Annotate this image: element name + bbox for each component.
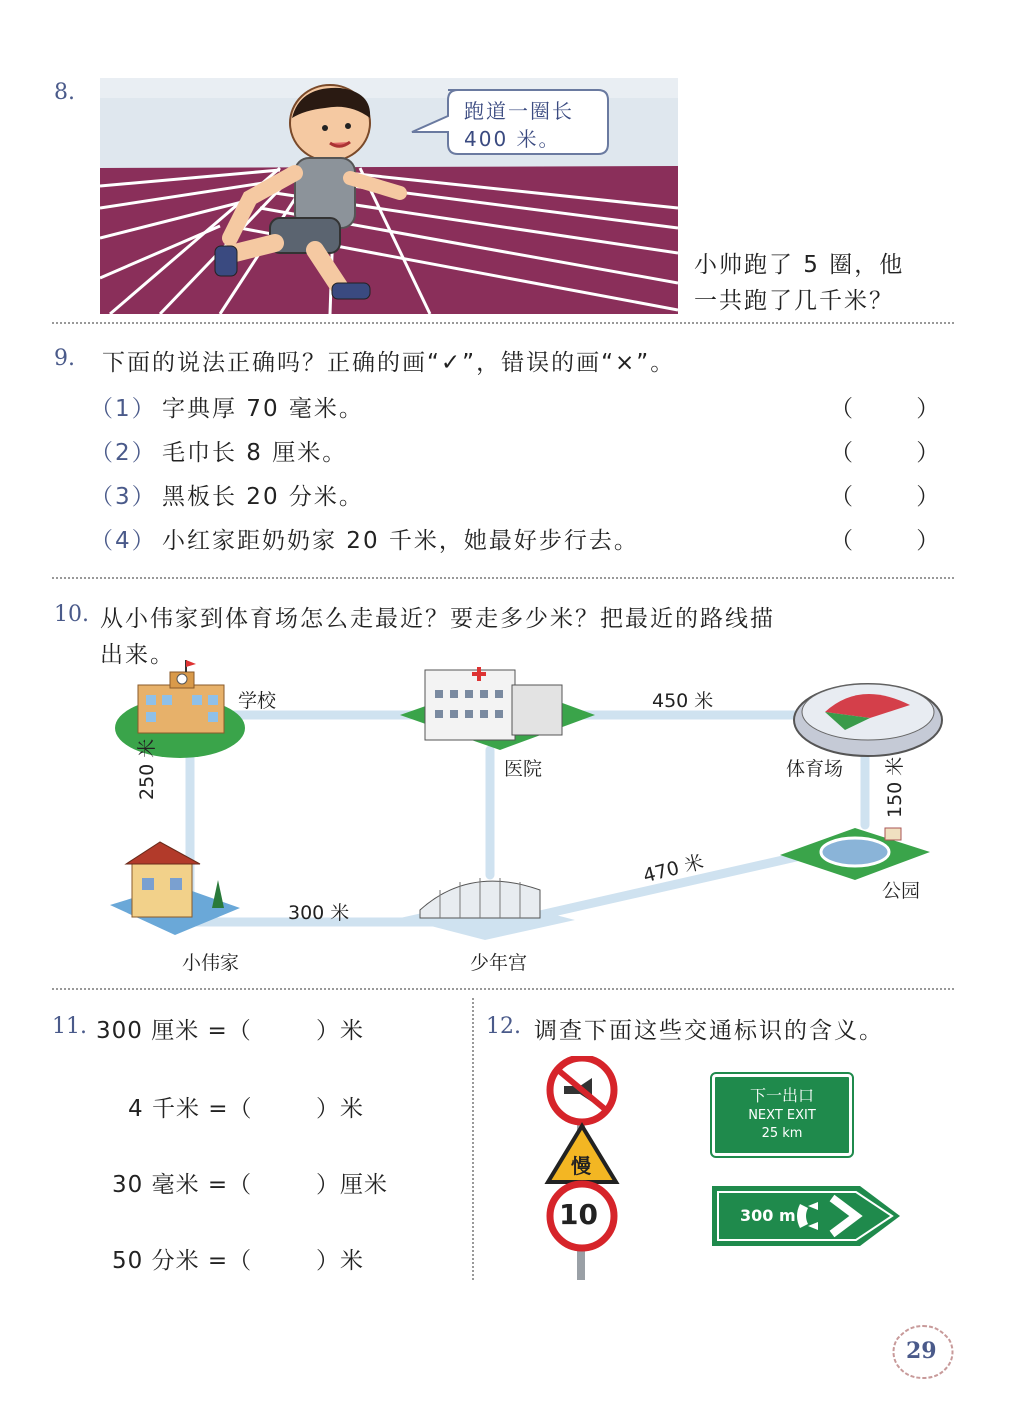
vertical-divider [472,998,474,1280]
q12-prompt: 调查下面这些交通标识的含义。 [534,1018,884,1044]
q9-item-4-text: 小红家距奶奶家 20 千米，她最好步行去。 [162,528,639,554]
q9-prompt: 下面的说法正确吗？正确的画“✓”，错误的画“×”。 [102,350,676,376]
distance-home-palace: 300 米 [288,902,350,924]
q9-item-2-text: 毛巾长 8 厘米。 [162,440,348,466]
exit-sign-line-3: 25 km [761,1126,803,1141]
q9-item-3-label: （3） [90,484,157,510]
q9-item-2-answer[interactable]: （ ） [830,440,968,466]
divider [52,322,954,324]
q12-number: 12. [486,1014,521,1039]
q10-prompt-line-2: 出来。 [100,642,175,668]
speech-line-2: 400 米。 [464,127,561,151]
distance-stadium-park: 150 米 [884,756,906,818]
label-youth-palace: 少年宫 [470,952,528,974]
label-park: 公园 [882,880,921,902]
divider [52,577,954,579]
q9-item-4-answer[interactable]: （ ） [830,528,968,554]
q9-item-1-label: （1） [90,396,157,422]
q11-eq-2-right: ）米 [316,1096,364,1122]
distance-hospital-stadium: 450 米 [652,690,714,712]
stadium-building [794,684,942,756]
q8-question-line-2: 一共跑了几千米？ [694,288,894,314]
q10-number: 10. [54,602,89,627]
speech-line-1: 跑道一圈长 [464,99,574,123]
q8-number: 8. [54,80,75,105]
q9-item-3-text: 黑板长 20 分米。 [162,484,364,510]
q9-item-4-label: （4） [90,528,157,554]
label-school: 学校 [238,690,277,712]
q11-eq-1-right: ）米 [316,1018,364,1044]
route-map [100,650,950,980]
q9-item-1-answer[interactable]: （ ） [830,396,968,422]
q9-item-3-answer[interactable]: （ ） [830,484,968,510]
exit-sign-line-1: 下一出口 [749,1086,814,1105]
exit-sign-line-2: NEXT EXIT [748,1108,816,1123]
park [780,828,930,880]
label-stadium: 体育场 [786,758,844,780]
q11-eq-2-left: 4 千米 =（ [128,1096,253,1122]
phone-sign-text: 300 m [740,1206,796,1225]
q8-question-line-1: 小帅跑了 5 圈，他 [694,252,905,278]
q11-eq-4-left: 50 分米 =（ [112,1248,253,1274]
distance-school-home: 250 米 [136,738,158,800]
divider [52,988,954,990]
distance-palace-park: 470 米 [640,851,706,888]
page-number: 29 [906,1338,937,1364]
label-home: 小伟家 [182,952,240,974]
q9-item-2-label: （2） [90,440,157,466]
exit-sign [712,1074,852,1156]
q9-item-1-text: 字典厚 70 毫米。 [162,396,364,422]
q11-eq-3-left: 30 毫米 =（ [112,1172,253,1198]
q10-prompt-line-1: 从小伟家到体育场怎么走最近？要走多少米？把最近的路线描 [100,606,775,632]
speed-limit-text: 10 [559,1198,598,1231]
q9-number: 9. [54,346,75,371]
q11-eq-4-right: ）米 [316,1248,364,1274]
hospital-building [400,667,595,750]
q11-eq-3-right: ）厘米 [316,1172,388,1198]
q11-eq-1-left: 300 厘米 =（ [96,1018,252,1044]
label-hospital: 医院 [504,758,543,780]
q11-number: 11. [52,1014,87,1039]
slow-sign-text: 慢 [571,1154,591,1178]
